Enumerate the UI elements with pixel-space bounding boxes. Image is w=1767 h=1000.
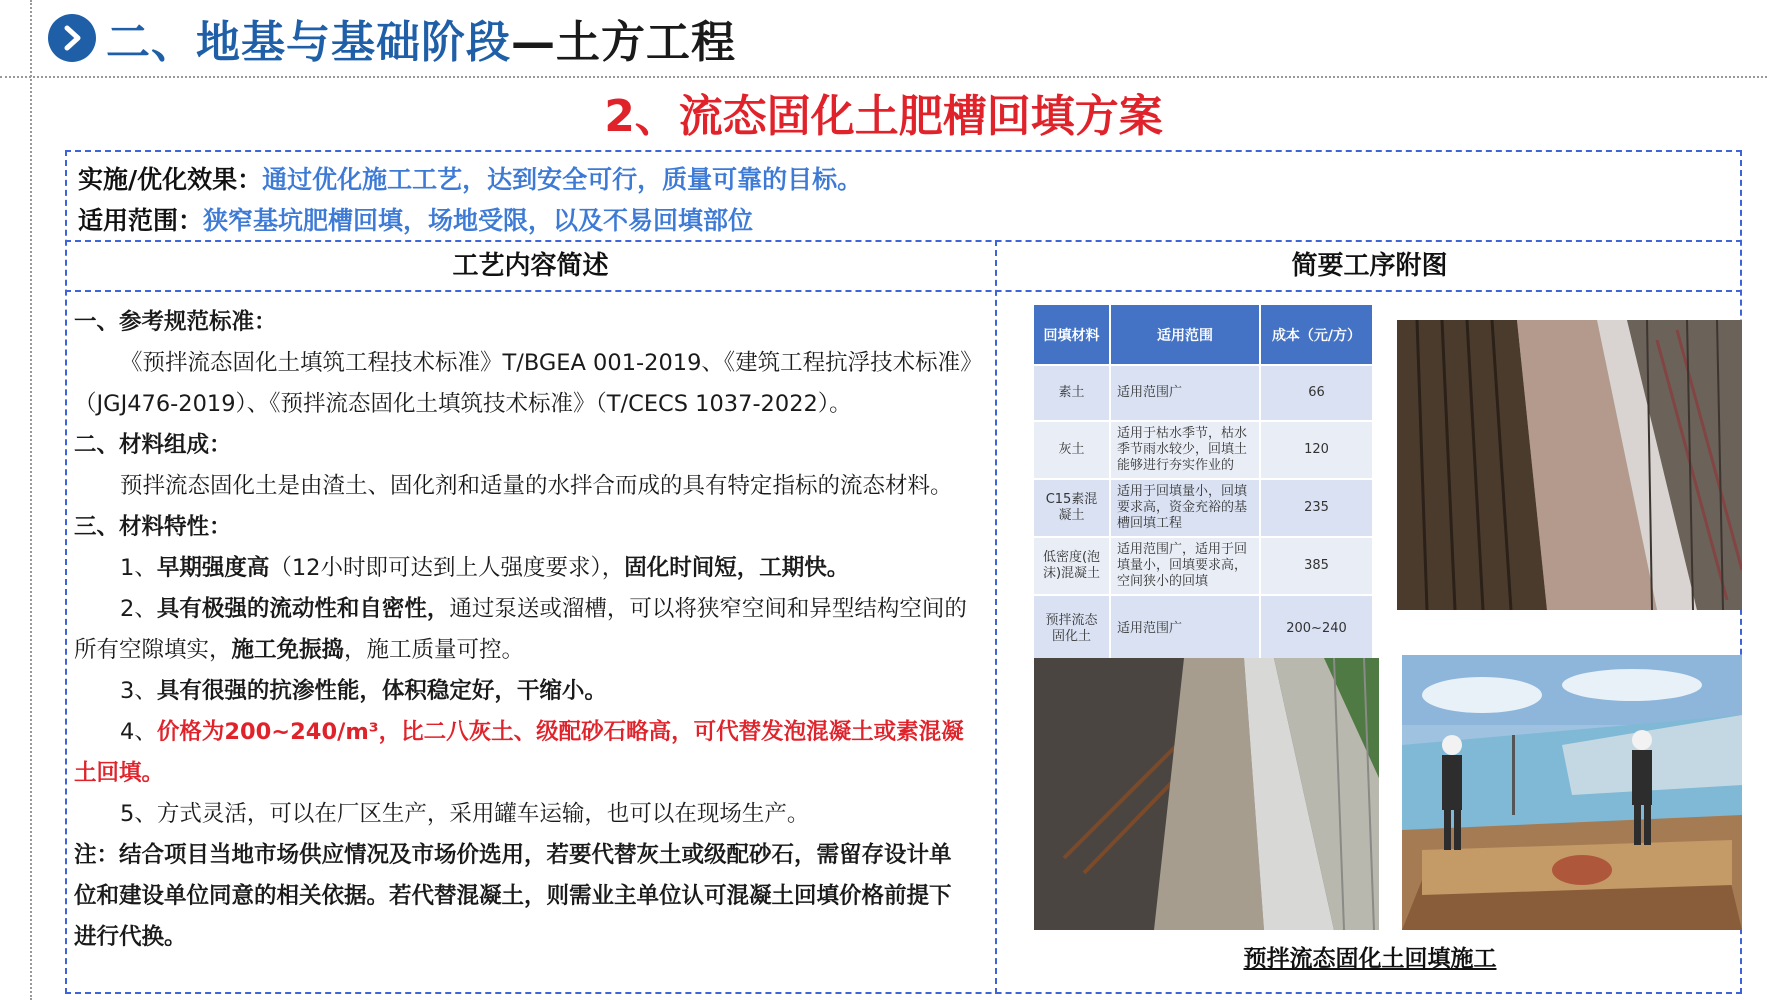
table-cell: 适用范围广，适用于回填量小，回填要求高，空间狭小的回填 — [1110, 537, 1260, 595]
chevron-right-circle-icon — [48, 14, 96, 62]
item1-num: 1、 — [120, 555, 157, 581]
section1-line2: （JGJ476-2019）、《预拌流态固化土填筑技术标准》（T/CECS 1037-2022）。 — [74, 391, 852, 417]
section1-title: 一、参考规范标准： — [74, 309, 277, 335]
column-divider — [995, 240, 997, 994]
item2-num: 2、 — [120, 596, 157, 622]
slide-title: 2、流态固化土肥槽回填方案 — [604, 91, 1163, 142]
photo-trench-steel-piles — [1397, 320, 1742, 610]
page-header — [48, 8, 736, 68]
photo-workers-on-fill — [1402, 655, 1742, 930]
table-header-cell: 成本（元/方） — [1260, 305, 1373, 365]
item3-bold: 具有很强的抗渗性能，体积稳定好，干缩小。 — [156, 678, 607, 704]
photo-filled-trench — [1034, 658, 1379, 930]
property-item-1 — [74, 548, 992, 589]
scope-value: 狭窄基坑肥槽回填，场地受限，以及不易回填部位 — [203, 206, 754, 235]
photo-filled-trench-art — [1034, 658, 1379, 930]
item2-text: 通过泵送或溜槽，可以将狭窄空间和异型结构空间的 — [449, 596, 967, 622]
property-item-2 — [74, 589, 992, 630]
effect-label: 实施/优化效果： — [78, 165, 263, 194]
table-cell: 适用于枯水季节，枯水季节雨水较少，回填土能够进行夯实作业的 — [1110, 421, 1260, 479]
photo-caption: 预拌流态固化土回填施工 — [1243, 946, 1497, 972]
photo-workers-on-fill-art — [1402, 655, 1742, 930]
table-cell: 120 — [1260, 421, 1373, 479]
effect-value: 通过优化施工工艺，达到安全可行，质量可靠的目标。 — [262, 165, 863, 194]
top-divider — [0, 76, 1767, 78]
table-row — [1034, 595, 1373, 661]
table-cell: 235 — [1260, 479, 1373, 537]
property-item-4-cont: 土回填。 — [74, 760, 165, 786]
right-column-heading: 简要工序附图 — [1291, 251, 1448, 281]
table-cell: C15素混凝土 — [1034, 479, 1110, 537]
table-cell: 适用范围广 — [1110, 595, 1260, 661]
note-line-1: 注：结合项目当地市场供应情况及市场价选用，若要代替灰土或级配砂石，需留存设计单 — [74, 842, 952, 868]
property-item-2-cont — [74, 630, 992, 671]
property-item-3 — [74, 671, 992, 712]
process-description — [74, 302, 992, 958]
table-row — [1034, 365, 1373, 421]
table-header-row — [1034, 305, 1373, 365]
item1-bold: 早期强度高 — [156, 555, 270, 581]
table-row — [1034, 537, 1373, 595]
item1-text: （12小时即可达到上人强度要求）， — [269, 555, 625, 581]
left-column-heading: 工艺内容简述 — [452, 251, 609, 281]
item2-text2: ，施工质量可控。 — [344, 637, 525, 663]
table-header-cell: 回填材料 — [1034, 305, 1110, 365]
scope-label: 适用范围： — [78, 206, 204, 235]
table-cell: 素土 — [1034, 365, 1110, 421]
item1-bold2: 固化时间短，工期快。 — [624, 555, 850, 581]
left-divider — [30, 0, 32, 1000]
table-cell: 灰土 — [1034, 421, 1110, 479]
note-line-3: 进行代换。 — [74, 924, 187, 950]
page-title-topic: —土方工程 — [511, 17, 736, 68]
item2-line2: 所有空隙填实， — [74, 637, 232, 663]
table-header-cell: 适用范围 — [1110, 305, 1260, 365]
section2-title: 二、材料组成： — [74, 432, 232, 458]
table-cell: 66 — [1260, 365, 1373, 421]
item2-bold2: 施工免振捣 — [231, 637, 345, 663]
section1-line1: 《预拌流态固化土填筑工程技术标准》T/BGEA 001-2019、《建筑工程抗浮技术标准》 — [120, 350, 983, 376]
photo-trench-steel-piles-art — [1397, 320, 1742, 610]
table-cell: 适用于回填量小，回填要求高，资金充裕的基槽回填工程 — [1110, 479, 1260, 537]
property-item-5: 5、方式灵活，可以在厂区生产，采用罐车运输，也可以在现场生产。 — [120, 801, 810, 827]
property-item-4 — [74, 712, 992, 753]
column-head-divider — [65, 290, 1742, 292]
section2-text: 预拌流态固化土是由渣土、固化剂和适量的水拌合而成的具有特定指标的流态材料。 — [120, 473, 953, 499]
table-cell: 预拌流态固化土 — [1034, 595, 1110, 661]
table-cell: 适用范围广 — [1110, 365, 1260, 421]
table-row — [1034, 479, 1373, 537]
section3-title: 三、材料特性： — [74, 514, 232, 540]
item2-bold: 具有极强的流动性和自密性， — [156, 596, 450, 622]
page-title — [106, 6, 736, 70]
backfill-cost-table — [1034, 305, 1374, 661]
page-title-stage: 二、地基与基础阶段 — [106, 17, 511, 68]
scope-line — [78, 201, 753, 237]
table-cell: 低密度(泡沫)混凝土 — [1034, 537, 1110, 595]
table-cell: 385 — [1260, 537, 1373, 595]
table-cell: 200~240 — [1260, 595, 1373, 661]
effect-line — [78, 160, 862, 196]
header-divider — [65, 240, 1742, 242]
table-row — [1034, 421, 1373, 479]
note-line-2: 位和建设单位同意的相关依据。若代替混凝土，则需业主单位认可混凝土回填价格前提下 — [74, 883, 952, 909]
item4-num: 4、 — [120, 719, 157, 745]
item4-red-line1: 价格为200~240/m³，比二八灰土、级配砂石略高，可代替发泡混凝土或素混凝 — [156, 719, 964, 745]
item3-num: 3、 — [120, 678, 157, 704]
